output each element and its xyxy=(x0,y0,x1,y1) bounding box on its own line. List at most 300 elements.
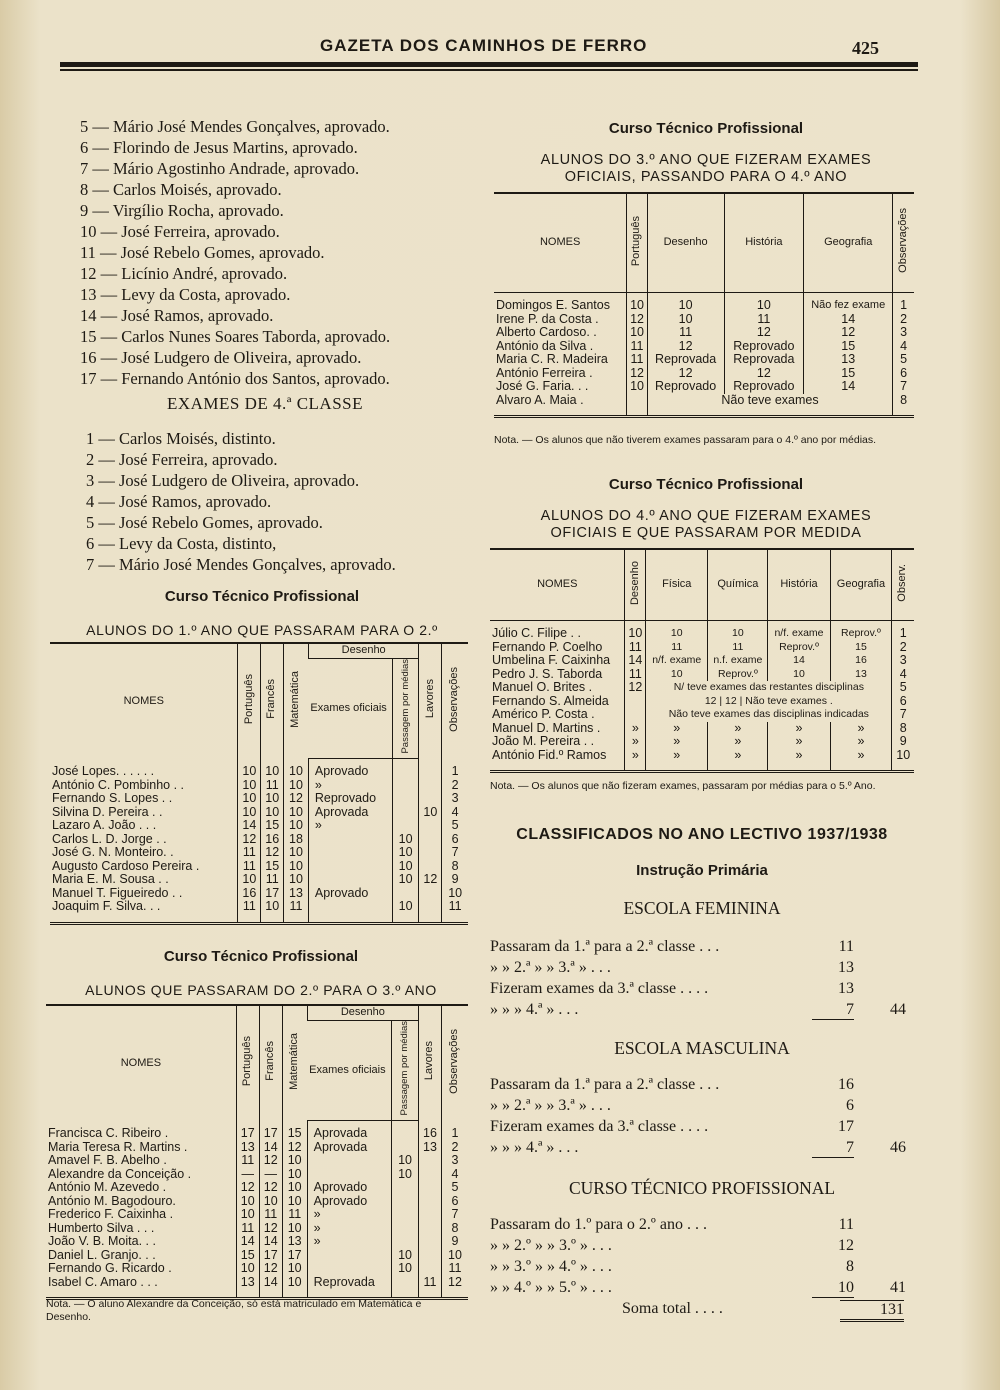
table-cell: 7 xyxy=(893,380,914,394)
table-cell: Fernando S. Lopes . . xyxy=(52,791,173,806)
table-cell: 12 xyxy=(441,1276,468,1298)
table2-subtitle: ALUNOS QUE PASSARAM DO 2.º PARA O 3.º ANO xyxy=(85,982,437,998)
table-row xyxy=(490,654,914,668)
table-row xyxy=(50,887,468,901)
table-row xyxy=(50,860,468,874)
table-cell: 4 xyxy=(442,806,468,820)
table-cell: 10 xyxy=(236,1208,259,1222)
table-cell: 10 xyxy=(724,293,804,313)
table-cell: Aprovado xyxy=(307,1195,391,1209)
table-cell: Reprovada xyxy=(647,353,724,367)
table-cell: 12 xyxy=(259,1154,282,1168)
table-cell: 8 xyxy=(892,722,914,736)
ditto-mark: » xyxy=(708,749,768,771)
table-cell: Silvina D. Pereira . . xyxy=(52,804,163,819)
table-cell: 14 xyxy=(259,1276,282,1298)
table-cell xyxy=(419,1181,442,1195)
table-cell: 17 xyxy=(236,1121,259,1141)
table-row xyxy=(46,1208,468,1222)
table-cell: António C. Pombinho . . xyxy=(52,777,185,792)
t4-col-nomes: NOMES xyxy=(490,550,625,621)
table-cell: 7 xyxy=(442,846,468,860)
table1-subtitle: ALUNOS DO 1.º ANO QUE PASSARAM PARA O 2.º xyxy=(86,622,438,638)
table-cell xyxy=(392,1222,419,1236)
table-cell: Alexandre da Conceição . xyxy=(48,1166,192,1181)
table-cell: 13 xyxy=(236,1141,259,1155)
exame-4-list-item: 3 — José Ludgero de Oliveira, aprovado. xyxy=(86,471,360,490)
table-cell: 16 xyxy=(830,654,892,668)
table-cell: 10 xyxy=(392,900,419,922)
table-cell: 11 xyxy=(284,900,309,922)
classificado-value: 7 xyxy=(812,1001,854,1020)
table-cell: 10 xyxy=(627,380,647,394)
page-number: 425 xyxy=(852,38,879,58)
left-results-list xyxy=(80,116,480,389)
table-cell: 11 xyxy=(441,1262,468,1276)
table-cell xyxy=(392,779,419,793)
table-cell: Fernando S. Almeida xyxy=(492,693,609,708)
table-row xyxy=(46,1121,468,1141)
table-cell: 10 xyxy=(284,759,309,779)
table4-subtitle: ALUNOS DO 4.º ANO QUE FIZERAM EXAMES OFICIAIS E QUE PASSARAM POR MEDIDA xyxy=(540,508,872,541)
result-list-item: 5 — Mário José Mendes Gonçalves, aprovado. xyxy=(80,117,390,136)
t2-col-frances: Francês xyxy=(263,1041,276,1081)
t1-col-observacoes: Observações xyxy=(448,666,461,732)
table-cell: 10 xyxy=(708,621,768,641)
table-cell: 10 xyxy=(392,873,419,887)
table-cell: 14 xyxy=(625,654,646,668)
table2-course-title: Curso Técnico Profissional xyxy=(163,948,359,965)
table-cell: 12 xyxy=(238,833,261,847)
table-cell: 14 xyxy=(236,1235,259,1249)
table-cell: 10 xyxy=(284,806,309,820)
table-cell: 15 xyxy=(261,819,284,833)
table-cell: 10 xyxy=(284,819,309,833)
table-row xyxy=(50,846,468,860)
exames-4-list xyxy=(86,428,486,575)
table-cell xyxy=(392,1195,419,1209)
table-cell: 6 xyxy=(442,833,468,847)
soma-total-label: Soma total . . . . xyxy=(622,1300,723,1317)
table-row xyxy=(494,380,914,394)
table-cell xyxy=(419,900,442,922)
table-cell: 10 xyxy=(238,759,261,779)
table-cell xyxy=(308,833,392,847)
table-cell: Lazaro A. João . . . xyxy=(52,818,157,833)
table-cell: 10 xyxy=(392,1262,419,1276)
table-cell: 8 xyxy=(442,860,468,874)
table-cell xyxy=(625,708,646,722)
table-cell: 10 xyxy=(282,1154,307,1168)
table-cell: 13 xyxy=(804,353,893,367)
classificado-value: 13 xyxy=(838,980,854,997)
t1-col-lavores: Lavores xyxy=(423,679,436,719)
table-cell: 13 xyxy=(236,1276,259,1298)
result-list-item: 13 — Levy da Costa, aprovado. xyxy=(80,285,291,304)
table-cell: 10 xyxy=(284,873,309,887)
t2-col-matematica: Matemática xyxy=(287,1032,300,1090)
exame-4-list-item: 2 — José Ferreira, aprovado. xyxy=(86,450,278,469)
table-cell: 3 xyxy=(441,1154,468,1168)
table-cell: 10 xyxy=(261,759,284,779)
table-cell: Fernando P. Coelho xyxy=(492,639,603,654)
table-cell: 10 xyxy=(768,668,830,682)
table-cell: 10 xyxy=(646,668,708,682)
t3-col-observacoes: Observações xyxy=(896,208,909,274)
t2-col-observacoes: Observações xyxy=(448,1028,461,1094)
table-cell: 10 xyxy=(627,293,647,313)
table-row xyxy=(50,792,468,806)
table-cell: Irene P. da Costa . xyxy=(496,311,599,326)
table-cell: 10 xyxy=(282,1168,307,1182)
table-cell: 12 xyxy=(259,1262,282,1276)
classificado-label: » » 3.º » » 4.º » . . . xyxy=(490,1258,612,1275)
classificado-value: 8 xyxy=(846,1258,854,1275)
classificado-total: 41 xyxy=(890,1279,906,1296)
table-cell: 15 xyxy=(261,860,284,874)
table-cell: 2 xyxy=(893,313,914,327)
table-cell: 11 xyxy=(627,353,647,367)
table-cell: Não fez exame xyxy=(804,293,893,313)
table-cell: 10 xyxy=(441,1249,468,1263)
table-cell: 9 xyxy=(441,1235,468,1249)
table-cell xyxy=(419,1168,442,1182)
table-cell: Alberto Cardoso. . xyxy=(496,325,597,339)
classificado-value: 6 xyxy=(846,1097,854,1114)
table-cell xyxy=(419,833,442,847)
table-cell: » xyxy=(307,1235,391,1249)
classificado-label: Passaram da 1.ª para a 2.ª classe . . . xyxy=(490,938,720,955)
table-row xyxy=(50,873,468,887)
result-list-item: 14 — José Ramos, aprovado. xyxy=(80,306,274,325)
table-cell: 3 xyxy=(893,326,914,340)
table-row xyxy=(494,340,914,354)
classificado-value: 13 xyxy=(838,959,854,976)
table-cell: 11 xyxy=(236,1222,259,1236)
table-row xyxy=(50,833,468,847)
table-row xyxy=(46,1141,468,1155)
table-cell: 10 xyxy=(261,900,284,922)
ditto-mark: » xyxy=(830,735,892,749)
table-cell: 15 xyxy=(830,641,892,655)
table-cell: 11 xyxy=(627,340,647,354)
table-cell: Reprovada xyxy=(307,1276,391,1298)
table-cell: 10 xyxy=(392,1168,419,1182)
table-cell: 10 xyxy=(625,621,646,641)
table-cell: 7 xyxy=(892,708,914,722)
table-cell: — xyxy=(259,1168,282,1182)
table-cell: » xyxy=(307,1208,391,1222)
table-cell xyxy=(419,1222,442,1236)
table-row xyxy=(494,394,914,416)
table-cell: 14 xyxy=(259,1141,282,1155)
table-cell: 10 xyxy=(392,1154,419,1168)
table-cell: Pedro J. S. Taborda xyxy=(492,666,603,681)
table-row xyxy=(490,722,914,736)
table-cell xyxy=(625,695,646,709)
result-list-item: 17 — Fernando António dos Santos, aprovado. xyxy=(80,369,390,388)
table-row xyxy=(490,681,914,695)
table-cell: 15 xyxy=(804,367,893,381)
table-cell: » xyxy=(308,819,392,833)
classificado-value: 11 xyxy=(838,1216,854,1233)
t1-col-portugues: Português xyxy=(242,673,255,725)
t3-col-desenho: Desenho xyxy=(647,194,724,293)
instrucao-primaria-title: Instrução Primária xyxy=(636,862,768,879)
table-row xyxy=(494,367,914,381)
table-row xyxy=(50,806,468,820)
table-cell: 12 xyxy=(724,367,804,381)
table-cell: 10 xyxy=(282,1262,307,1276)
table-cell: 16 xyxy=(261,833,284,847)
table-row xyxy=(494,313,914,327)
table-cell xyxy=(419,887,442,901)
table-cell: Aprovado xyxy=(307,1181,391,1195)
table-cell: 10 xyxy=(282,1222,307,1236)
exames-4-title: EXAMES DE 4.ª CLASSE xyxy=(166,394,364,413)
t2-col-nomes: NOMES xyxy=(120,1056,162,1069)
table-cell: José G. Faria. . . xyxy=(496,379,589,393)
t3-col-portugues: Português xyxy=(630,215,643,266)
table-row xyxy=(46,1262,468,1276)
table-cell: 10 xyxy=(284,846,309,860)
table-cell: 13 xyxy=(419,1141,442,1155)
ditto-mark: » xyxy=(830,749,892,771)
table-cell: Frederico F. Caixinha . xyxy=(48,1207,174,1222)
table-cell: n/f. exame xyxy=(646,654,708,668)
table-cell: Maria C. R. Madeira xyxy=(496,352,608,366)
table-cell: 6 xyxy=(893,367,914,381)
table-cell: 8 xyxy=(441,1222,468,1236)
classificado-label: Passaram da 1.ª para a 2.ª classe . . . xyxy=(490,1076,720,1093)
exame-4-list-item: 6 — Levy da Costa, distinto, xyxy=(86,534,277,553)
escola-masculina-title: ESCOLA MASCULINA xyxy=(614,1038,790,1058)
classificados-title: CLASSIFICADOS NO ANO LECTIVO 1937/1938 xyxy=(516,826,888,843)
table-cell: 14 xyxy=(259,1235,282,1249)
exame-4-list-item: 1 — Carlos Moisés, distinto. xyxy=(86,429,276,448)
table-cell: 14 xyxy=(238,819,261,833)
table-cell: 12 xyxy=(804,326,893,340)
table-cell: José Lopes. . . . . . xyxy=(52,763,155,778)
table-cell: 17 xyxy=(282,1249,307,1263)
table-cell: 1 xyxy=(442,759,468,779)
classificado-label: » » 2.ª » » 3.ª » . . . xyxy=(490,1097,611,1114)
classificado-label: » » 4.º » » 5.º » . . . xyxy=(490,1279,612,1296)
table4-course-title: Curso Técnico Profissional xyxy=(608,476,804,493)
table-cell: 10 xyxy=(647,293,724,313)
table-cell: 4 xyxy=(892,668,914,682)
table-row xyxy=(46,1222,468,1236)
table-cell: Aprovada xyxy=(308,806,392,820)
table-row xyxy=(490,695,914,709)
table-cell: 14 xyxy=(804,313,893,327)
t2-col-desenho: Desenho xyxy=(307,1006,418,1021)
classificado-total: 44 xyxy=(890,1001,906,1018)
table-cell: 16 xyxy=(419,1121,442,1141)
ditto-mark: » xyxy=(625,749,646,771)
result-list-item: 6 — Florindo de Jesus Martins, aprovado. xyxy=(80,138,358,157)
table-cell xyxy=(308,860,392,874)
table-cell: 9 xyxy=(442,873,468,887)
table-cell xyxy=(419,819,442,833)
ditto-mark: » xyxy=(768,722,830,736)
table-cell: 10 xyxy=(238,792,261,806)
ditto-mark: » xyxy=(830,722,892,736)
table-cell: 12 xyxy=(724,326,804,340)
table-cell xyxy=(392,1208,419,1222)
classificado-value: 16 xyxy=(838,1076,854,1093)
ditto-mark: » xyxy=(768,749,830,771)
result-list-item: 11 — José Rebelo Gomes, aprovado. xyxy=(80,243,325,262)
table-cell: 2 xyxy=(442,779,468,793)
table-cell: 14 xyxy=(804,380,893,394)
table-cell: 12 xyxy=(282,1141,307,1155)
t2-col-portugues: Português xyxy=(241,1035,253,1087)
table-cell: 2 xyxy=(892,641,914,655)
table-cell: 13 xyxy=(830,668,892,682)
table-cell xyxy=(392,806,419,820)
page-header-title: GAZETA DOS CAMINHOS DE FERRO xyxy=(320,36,648,55)
classificado-value: 11 xyxy=(838,938,854,955)
table-cell xyxy=(308,900,392,922)
table-cell: 11 xyxy=(708,641,768,655)
table-cell: 10 xyxy=(238,779,261,793)
table-cell: 11 xyxy=(282,1208,307,1222)
table-cell: 15 xyxy=(804,340,893,354)
table-cell: António Ferreira . xyxy=(496,365,593,380)
table-cell: 13 xyxy=(284,887,309,901)
table-cell: Reprov.º xyxy=(830,621,892,641)
t4-col-geografia: Geografia xyxy=(830,550,892,621)
table-cell xyxy=(392,1181,419,1195)
table-cell: Alvaro A. Maia . xyxy=(496,392,584,407)
table-cell: » xyxy=(307,1222,391,1236)
table-cell: 4 xyxy=(441,1168,468,1182)
table-cell: Reprov.º xyxy=(708,668,768,682)
table-cell: Carlos L. D. Jorge . . xyxy=(52,831,167,846)
result-list-item: 9 — Virgílio Rocha, aprovado. xyxy=(80,201,284,220)
table-cell: 11 xyxy=(238,860,261,874)
table-cell: 1 xyxy=(893,293,914,313)
table-cell: José G. N. Monteiro. . xyxy=(52,845,174,860)
table-cell xyxy=(419,846,442,860)
table-cell xyxy=(392,1121,419,1141)
table-row xyxy=(490,735,914,749)
table1-course-title: Curso Técnico Profissional xyxy=(164,588,360,605)
table-cell: João M. Pereira . . xyxy=(492,734,595,748)
table1 xyxy=(50,642,468,925)
escola-feminina-title: ESCOLA FEMININA xyxy=(623,898,781,918)
t4-col-observ: Observ. xyxy=(896,563,909,602)
t3-col-nomes: NOMES xyxy=(494,194,627,293)
table-cell: 10 xyxy=(236,1262,259,1276)
table-row xyxy=(494,293,914,313)
table-cell: 10 xyxy=(892,749,914,771)
table-cell: 10 xyxy=(392,1249,419,1263)
table-cell: Daniel L. Granjo. . . xyxy=(48,1247,156,1262)
table-cell: 12 xyxy=(627,313,647,327)
t2-col-exames-oficiais: Exames oficiais xyxy=(307,1021,391,1121)
table-cell: 5 xyxy=(441,1181,468,1195)
table-cell: 14 xyxy=(768,654,830,668)
table-cell xyxy=(419,1154,442,1168)
table-cell-span: Não teve exames xyxy=(647,394,893,416)
classificado-value: 10 xyxy=(812,1279,854,1298)
table-cell: 11 xyxy=(238,846,261,860)
table-cell: Amavel F. B. Abelho . xyxy=(48,1153,167,1168)
table-cell: 10 xyxy=(646,621,708,641)
table-cell: 10 xyxy=(284,779,309,793)
table2 xyxy=(46,1004,468,1300)
table-cell xyxy=(307,1168,391,1182)
exame-4-list-item: 5 — José Rebelo Gomes, aprovado. xyxy=(86,513,323,532)
ditto-mark: » xyxy=(625,722,646,736)
table-cell: 10 xyxy=(419,806,442,820)
classificado-label: » » » 4.ª » . . . xyxy=(490,1139,579,1156)
table-cell: 12 xyxy=(647,340,724,354)
table-cell: Reprovado xyxy=(724,340,804,354)
table-cell: Aprovado xyxy=(308,887,392,901)
table-row xyxy=(50,779,468,793)
table-cell: 10 xyxy=(627,326,647,340)
table-cell: 12 xyxy=(625,681,646,695)
table-cell: Fernando G. Ricardo . xyxy=(48,1261,172,1276)
t1-col-frances: Francês xyxy=(265,679,278,719)
table-cell: 10 xyxy=(284,860,309,874)
table-cell: 11 xyxy=(236,1154,259,1168)
table-cell: 10 xyxy=(647,313,724,327)
t4-col-historia: História xyxy=(768,550,830,621)
table-cell: Maria Teresa R. Martins . xyxy=(48,1139,188,1154)
table-cell: 7 xyxy=(441,1208,468,1222)
table-cell: 4 xyxy=(893,340,914,354)
table-cell: 10 xyxy=(261,806,284,820)
classificado-label: » » » 4.ª » . . . xyxy=(490,1001,579,1018)
ditto-mark: » xyxy=(768,735,830,749)
table-cell: Manuel D. Martins . xyxy=(492,720,601,735)
table-cell: Francisca C. Ribeiro . xyxy=(48,1125,169,1140)
table4-note: Nota. — Os alunos que não fizeram exames, passaram por médias para o 5.º Ano. xyxy=(490,780,876,792)
t2-col-passagem: Passagem por médias xyxy=(399,1021,411,1116)
result-list-item: 8 — Carlos Moisés, aprovado. xyxy=(80,180,282,199)
table-row xyxy=(46,1181,468,1195)
table-cell: 5 xyxy=(893,353,914,367)
table3-course-title: Curso Técnico Profissional xyxy=(608,120,804,137)
table-cell xyxy=(392,1141,419,1155)
table-cell: Júlio C. Filipe . . xyxy=(492,626,581,640)
ditto-mark: » xyxy=(646,722,708,736)
table-cell: » xyxy=(308,779,392,793)
table-cell: 12 xyxy=(284,792,309,806)
table-cell xyxy=(392,1235,419,1249)
table-cell: 10 xyxy=(238,873,261,887)
table-row xyxy=(46,1235,468,1249)
table-cell: 12 xyxy=(261,846,284,860)
table-row xyxy=(490,708,914,722)
table-cell: 8 xyxy=(893,394,914,416)
table-cell xyxy=(392,759,419,779)
table-row xyxy=(46,1154,468,1168)
t1-col-nomes: NOMES xyxy=(123,694,164,707)
table-cell: 10 xyxy=(261,792,284,806)
curso-tecnico-title: CURSO TÉCNICO PROFISSIONAL xyxy=(568,1178,836,1198)
result-list-item: 16 — José Ludgero de Oliveira, aprovado. xyxy=(80,348,362,367)
table-cell: Reprovada xyxy=(724,353,804,367)
t4-col-quimica: Química xyxy=(708,550,768,621)
table-cell: 6 xyxy=(892,695,914,709)
table-cell: 18 xyxy=(284,833,309,847)
table-cell: Joaquim F. Silva. . . xyxy=(52,899,161,914)
